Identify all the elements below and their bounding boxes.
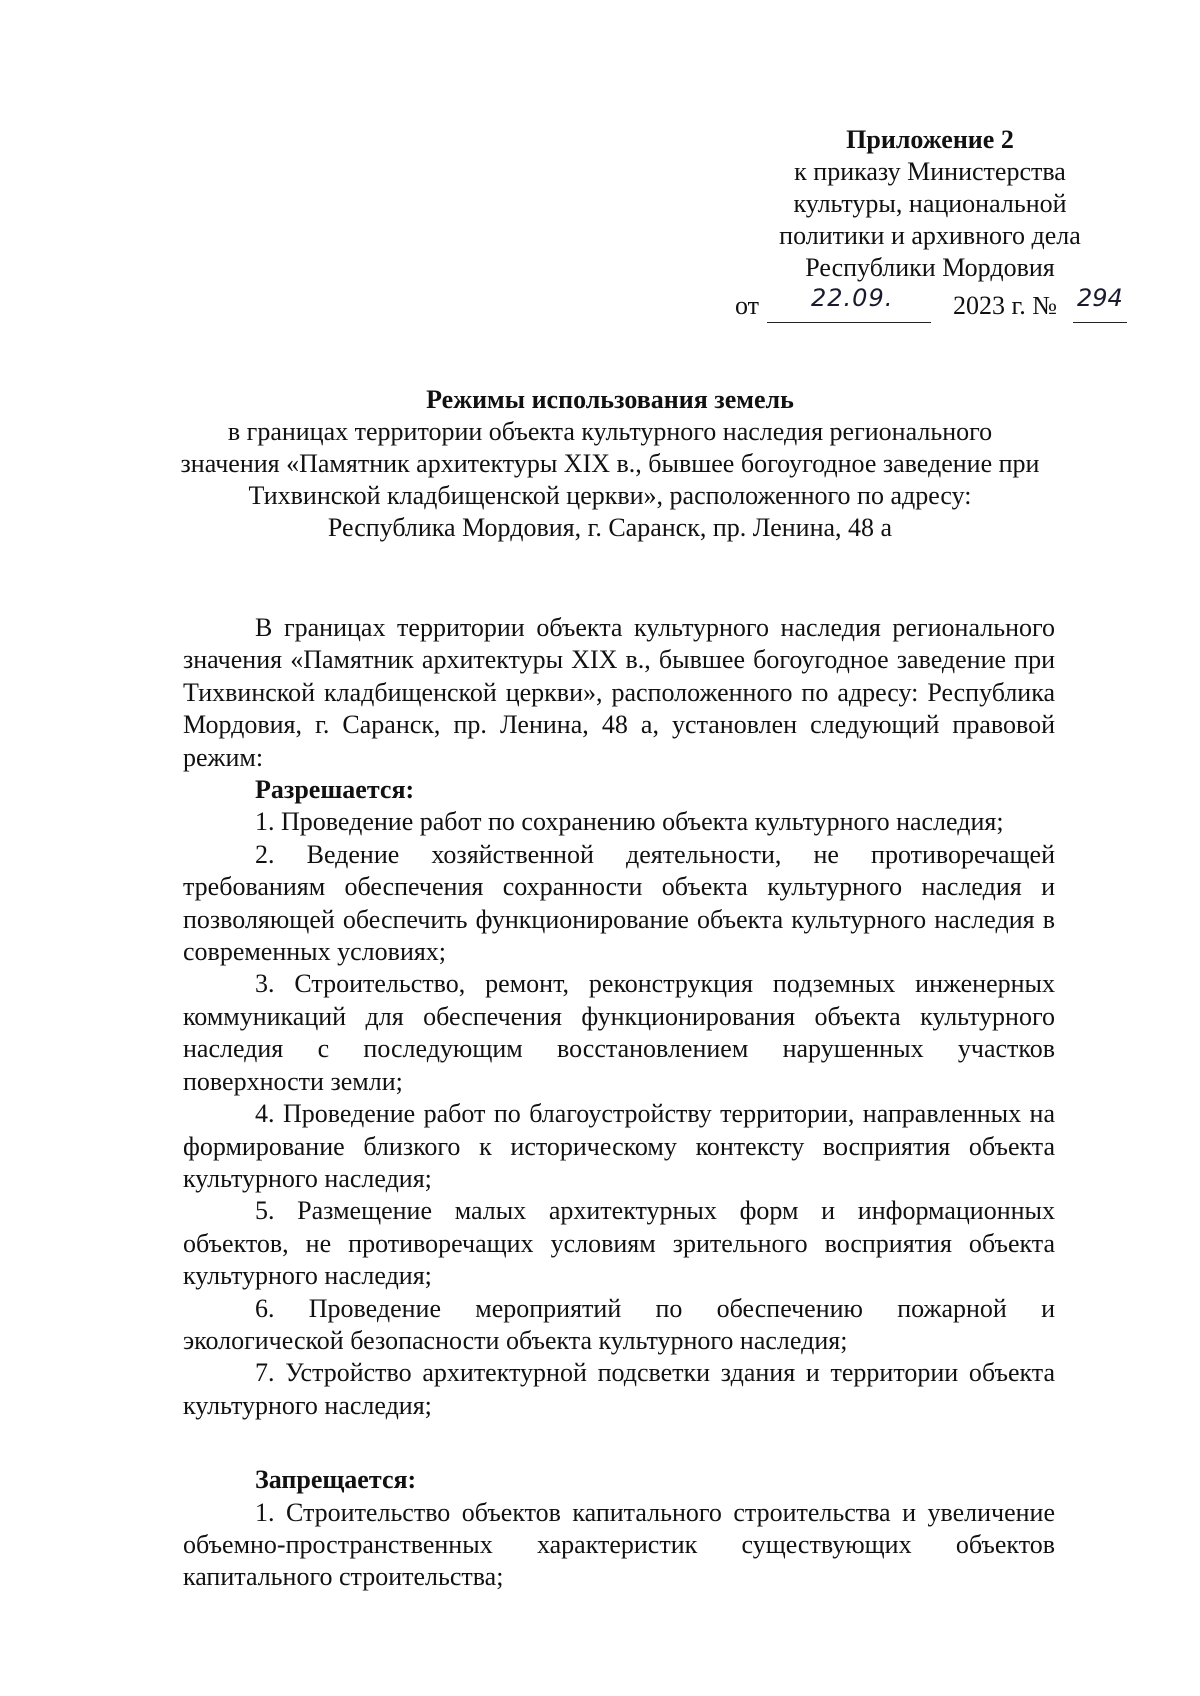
- title-line: Тихвинской кладбищенской церкви», расположенного по адресу:: [248, 481, 972, 510]
- document-title: [150, 384, 1070, 544]
- title-heading: Режимы использования земель: [426, 385, 794, 414]
- allowed-item: 7. Устройство архитектурной подсветки здания и территории объекта культурного наследия;: [183, 1358, 1055, 1420]
- title-line: Республика Мордовия, г. Саранск, пр. Ленина, 48 а: [327, 513, 893, 542]
- document-body: [183, 612, 1055, 1594]
- date-prefix: от: [735, 291, 760, 320]
- intro-paragraph: В границах территории объекта культурного наследия регионального значения «Памятник архитектуры XIX в., бывшее богоугодное заведение при Тихвинской кладбищенской церкви», расположенного по адресу: Республика Мордовия, г. Саранск, пр. Ленина, 48 а, установлен следующий правовой режим:: [183, 613, 1055, 772]
- forbidden-item: 1. Строительство объектов капитального строительства и увеличение объемно-пространственных характеристик существующих объектов капитального строительства;: [183, 1497, 1055, 1592]
- appendix-line: культуры, национальной: [793, 189, 1067, 218]
- handwritten-date: 22.09.: [811, 284, 894, 312]
- section-spacer: [183, 1422, 1055, 1464]
- allowed-item: 3. Строительство, ремонт, реконструкция подземных инженерных коммуникаций для обеспечения функционирования объекта культурного наследия с последующим восстановлением нарушенных участков поверхности земли;: [183, 969, 1055, 1096]
- allowed-item: 1. Проведение работ по сохранению объекта культурного наследия;: [255, 807, 1004, 837]
- year-label: 2023 г. №: [953, 291, 1058, 320]
- order-number-field: [1073, 284, 1127, 323]
- title-line: в границах территории объекта культурного наследия регионального: [227, 417, 993, 446]
- allowed-item: 5. Размещение малых архитектурных форм и информационных объектов, не противоречащих условиям зрительного восприятия объекта культурного наследия;: [183, 1196, 1055, 1291]
- allowed-item: 4. Проведение работ по благоустройству территории, направленных на формирование близкого к историческому контексту восприятия объекта культурного наследия;: [183, 1099, 1055, 1193]
- appendix-line: Республики Мордовия: [805, 253, 1055, 282]
- allowed-item: 6. Проведение мероприятий по обеспечению пожарной и экологической безопасности объекта культурного наследия;: [183, 1293, 1055, 1355]
- handwritten-order-number: 294: [1077, 284, 1123, 312]
- appendix-header: [760, 124, 1100, 284]
- allowed-item: 2. Ведение хозяйственной деятельности, не противоречащей требованиям обеспечения сохранности объекта культурного наследия и позволяющей обеспечить функционирование объекта культурного наследия в современных условиях;: [183, 839, 1055, 967]
- appendix-line: к приказу Министерства: [794, 157, 1066, 186]
- date-field: [767, 284, 931, 323]
- appendix-line: политики и архивного дела: [779, 221, 1081, 250]
- appendix-title: Приложение 2: [846, 125, 1014, 154]
- order-date-line: [735, 284, 1135, 330]
- forbidden-heading: Запрещается:: [255, 1465, 417, 1495]
- title-line: значения «Памятник архитектуры XIX в., бывшее богоугодное заведение при: [180, 449, 1040, 478]
- allowed-heading: Разрешается:: [255, 775, 415, 805]
